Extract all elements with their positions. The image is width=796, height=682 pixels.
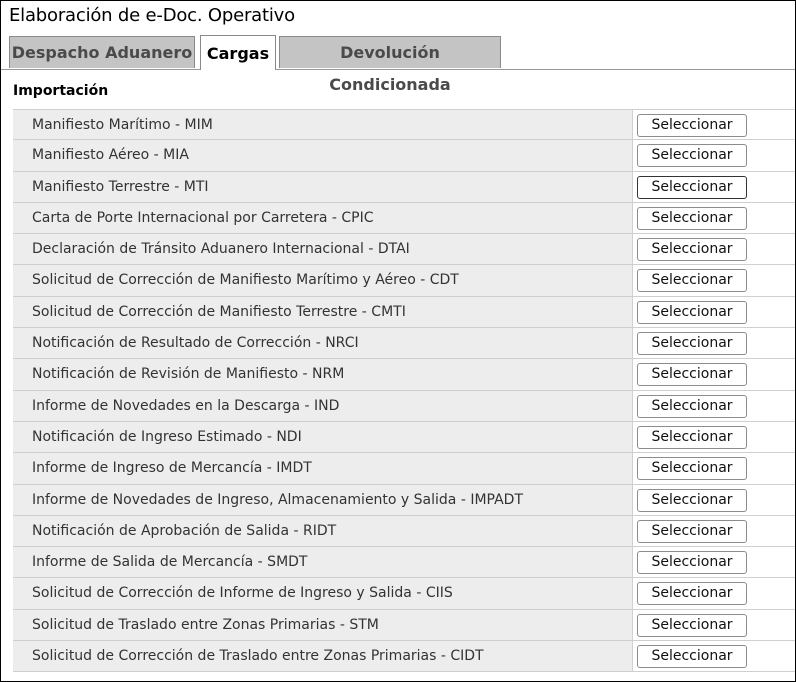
document-type-label: Notificación de Resultado de Corrección - NRCI: [13, 328, 633, 358]
action-cell: [633, 422, 795, 452]
select-button[interactable]: Seleccionar: [637, 582, 747, 605]
select-button[interactable]: Seleccionar: [637, 645, 747, 668]
list-item: [13, 422, 795, 453]
list-item: [13, 359, 795, 390]
list-item: [13, 328, 795, 359]
page-title: Elaboración de e-Doc. Operativo: [9, 5, 295, 26]
document-type-label: Notificación de Aprobación de Salida - RIDT: [13, 516, 633, 546]
select-button[interactable]: Seleccionar: [637, 520, 747, 543]
select-button[interactable]: Seleccionar: [637, 176, 747, 199]
action-cell: [633, 516, 795, 546]
action-cell: [633, 110, 795, 139]
select-button[interactable]: Seleccionar: [637, 363, 747, 386]
list-item: [13, 297, 795, 328]
document-type-label: Solicitud de Corrección de Manifiesto Marítimo y Aéreo - CDT: [13, 265, 633, 295]
document-type-label: Notificación de Revisión de Manifiesto - NRM: [13, 359, 633, 389]
select-button[interactable]: Seleccionar: [637, 457, 747, 480]
action-cell: [633, 610, 795, 640]
select-button[interactable]: Seleccionar: [637, 551, 747, 574]
document-type-label: Solicitud de Corrección de Traslado entre Zonas Primarias - CIDT: [13, 641, 633, 671]
list-item: [13, 485, 795, 516]
document-type-label: Carta de Porte Internacional por Carretera - CPIC: [13, 203, 633, 233]
select-button[interactable]: Seleccionar: [637, 332, 747, 355]
document-type-label: Informe de Ingreso de Mercancía - IMDT: [13, 453, 633, 483]
select-button[interactable]: Seleccionar: [637, 301, 747, 324]
select-button[interactable]: Seleccionar: [637, 238, 747, 261]
select-button[interactable]: Seleccionar: [637, 395, 747, 418]
list-item: [13, 203, 795, 234]
select-button[interactable]: Seleccionar: [637, 426, 747, 449]
action-cell: [633, 578, 795, 608]
action-cell: [633, 140, 795, 170]
document-type-label: Manifiesto Marítimo - MIM: [13, 110, 633, 139]
document-type-label: Solicitud de Traslado entre Zonas Primarias - STM: [13, 610, 633, 640]
action-cell: [633, 485, 795, 515]
select-button[interactable]: Seleccionar: [637, 614, 747, 637]
document-type-label: Solicitud de Corrección de Manifiesto Terrestre - CMTI: [13, 297, 633, 327]
select-button[interactable]: Seleccionar: [637, 207, 747, 230]
list-item: [13, 391, 795, 422]
action-cell: [633, 547, 795, 577]
select-button[interactable]: Seleccionar: [637, 489, 747, 512]
document-list: [13, 109, 795, 672]
list-item: [13, 547, 795, 578]
tab-cargas[interactable]: Cargas: [200, 35, 276, 70]
select-button[interactable]: Seleccionar: [637, 144, 747, 167]
list-item: [13, 578, 795, 609]
action-cell: [633, 297, 795, 327]
action-cell: [633, 453, 795, 483]
action-cell: [633, 265, 795, 295]
select-button[interactable]: Seleccionar: [637, 269, 747, 292]
list-item: [13, 109, 795, 140]
document-type-label: Manifiesto Terrestre - MTI: [13, 172, 633, 202]
list-item: [13, 265, 795, 296]
document-type-label: Informe de Novedades de Ingreso, Almacenamiento y Salida - IMPADT: [13, 485, 633, 515]
action-cell: [633, 359, 795, 389]
action-cell: [633, 391, 795, 421]
list-item: [13, 453, 795, 484]
list-item: [13, 610, 795, 641]
document-type-label: Solicitud de Corrección de Informe de Ingreso y Salida - CIIS: [13, 578, 633, 608]
action-cell: [633, 641, 795, 671]
document-type-label: Declaración de Tránsito Aduanero Internacional - DTAI: [13, 234, 633, 264]
document-type-label: Informe de Novedades en la Descarga - IND: [13, 391, 633, 421]
action-cell: [633, 234, 795, 264]
document-type-label: Informe de Salida de Mercancía - SMDT: [13, 547, 633, 577]
list-item: [13, 172, 795, 203]
action-cell: [633, 203, 795, 233]
tab-devolucion-condicionada[interactable]: Devolución Condicionada: [279, 36, 501, 68]
list-item: [13, 234, 795, 265]
select-button[interactable]: Seleccionar: [637, 114, 747, 137]
action-cell: [633, 328, 795, 358]
section-title-importacion: Importación: [13, 83, 109, 99]
tab-despacho-aduanero[interactable]: Despacho Aduanero: [9, 36, 195, 68]
action-cell: [633, 172, 795, 202]
tab-divider: [1, 69, 795, 70]
document-type-label: Notificación de Ingreso Estimado - NDI: [13, 422, 633, 452]
list-item: [13, 641, 795, 672]
list-item: [13, 140, 795, 171]
list-item: [13, 516, 795, 547]
document-type-label: Manifiesto Aéreo - MIA: [13, 140, 633, 170]
